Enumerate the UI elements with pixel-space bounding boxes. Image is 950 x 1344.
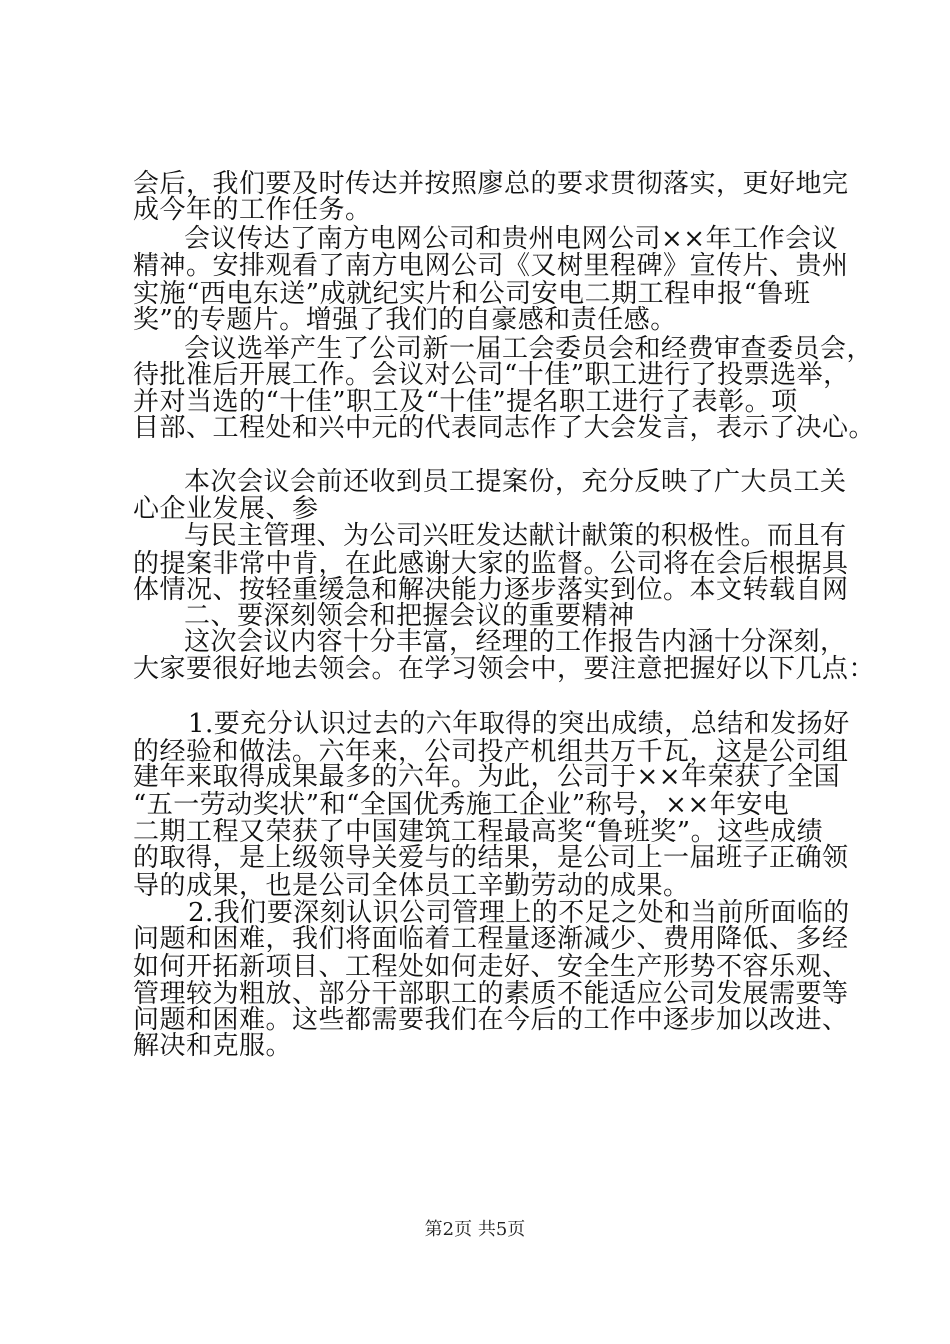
text-line: 会后，我们要及时传达并按照廖总的要求贯彻落实，更好地完 (133, 169, 849, 199)
text-line: 导的成果，也是公司全体员工辛勤劳动的成果。 (133, 870, 690, 901)
section-heading: 二、要深刻领会和把握会议的重要精神 (184, 600, 635, 631)
text-line: 成今年的工作任务。 (133, 194, 372, 225)
text-line: 待批准后开展工作。会议对公司“十佳”职工进行了投票选举， (133, 359, 850, 390)
text-line: 会议选举产生了公司新一届工会委员会和经费审查委员会， (184, 333, 874, 364)
text-line: 并对当选的“十佳”职工及“十佳”提名职工进行了表彰。项 (133, 387, 798, 418)
text-line: 二期工程又荣获了中国建筑工程最高奖“鲁班奖”。这些成绩 (133, 817, 824, 848)
text-line: 体情况、按轻重缓急和解决能力逐步落实到位。本文转载自网 (133, 574, 849, 605)
text-line: 心企业发展、参 (133, 493, 319, 524)
text-line: 本次会议会前还收到员工提案份，充分反映了广大员工关 (184, 466, 847, 497)
text-line: 2.我们要深刻认识公司管理上的不足之处和当前所面临的 (188, 898, 850, 929)
text-line: 问题和困难。这些都需要我们在今后的工作中逐步加以改进、 (133, 1005, 849, 1036)
text-line: “五一劳动奖状”和“全国优秀施工企业”称号，××年安电 (133, 789, 790, 820)
text-line: 奖”的专题片。增强了我们的自豪感和责任感。 (133, 304, 677, 335)
page-footer: 第2页 共5页 (424, 1219, 526, 1240)
text-line: 的取得，是上级领导关爱与的结果，是公司上一届班子正确领 (133, 843, 849, 874)
text-line: 大家要很好地去领会。在学习领会中，要注意把握好以下几点： (133, 654, 876, 685)
text-line: 1.要充分认识过去的六年取得的突出成绩，总结和发扬好 (188, 709, 850, 740)
text-line: 与民主管理、为公司兴旺发达献计献策的积极性。而且有 (184, 521, 847, 552)
text-line: 的提案非常中肯，在此感谢大家的监督。公司将在会后根据具 (133, 548, 849, 579)
text-line: 实施“西电东送”成就纪实片和公司安电二期工程申报“鲁班 (133, 278, 811, 309)
text-line: 管理较为粗放、部分干部职工的素质不能适应公司发展需要等 (133, 979, 849, 1010)
text-line: 目部、工程处和兴中元的代表同志作了大会发言，表示了决心。 (133, 413, 876, 444)
text-line: 解决和克服。 (133, 1031, 293, 1061)
text-line: 这次会议内容十分丰富，经理的工作报告内涵十分深刻， (184, 626, 847, 657)
text-line: 如何开拓新项目、工程处如何走好、安全生产形势不容乐观、 (133, 951, 849, 982)
text-line: 会议传达了南方电网公司和贵州电网公司××年工作会议 (184, 223, 839, 254)
text-line: 问题和困难，我们将面临着工程量逐渐减少、费用降低、多经 (133, 924, 849, 955)
text-line: 的经验和做法。六年来，公司投产机组共万千瓦，这是公司组 (133, 736, 849, 767)
text-line: 精神。安排观看了南方电网公司《又树里程碑》宣传片、贵州 (133, 251, 849, 282)
text-line: 建年来取得成果最多的六年。为此，公司于××年荣获了全国 (133, 762, 841, 793)
